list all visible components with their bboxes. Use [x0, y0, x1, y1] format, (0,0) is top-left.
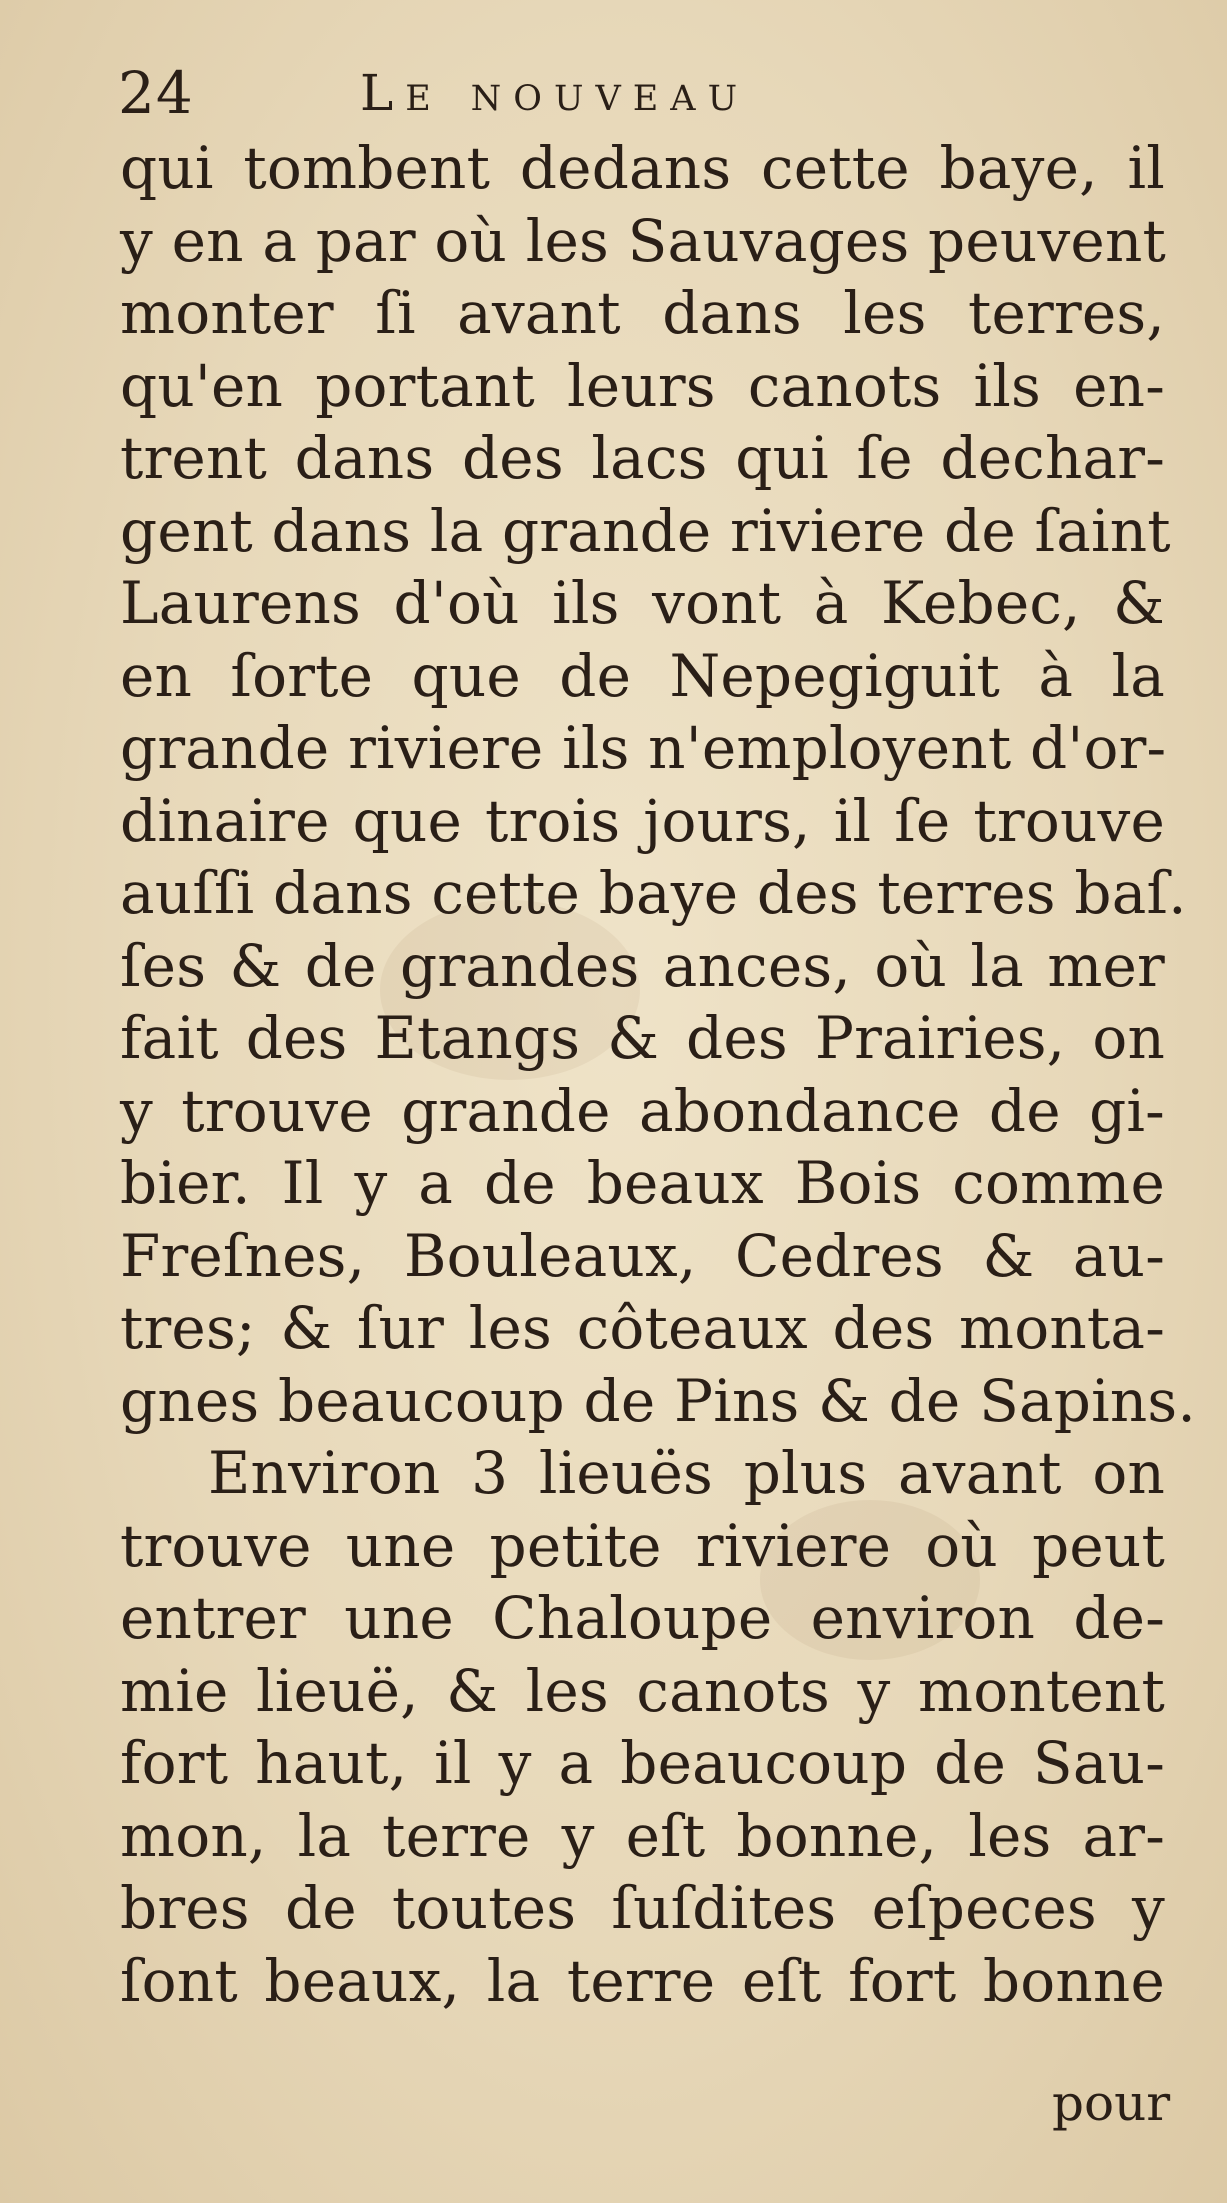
text-line: mon, la terre y eſt bonne, les ar- — [120, 1801, 1165, 1870]
text-line: fort haut, il y a beaucoup de Sau- — [120, 1729, 1165, 1797]
text-line: gent dans la grande riviere de ſaint — [120, 496, 1171, 565]
text-line: grande riviere ils n'employent d'or- — [120, 714, 1167, 782]
text-line: bres de toutes ſuſdites eſpeces y — [120, 1874, 1165, 1942]
text-line: qu'en portant leurs canots ils en- — [120, 351, 1165, 420]
page-header — [118, 58, 1158, 128]
text-line: entrer une Chaloupe environ de- — [120, 1584, 1165, 1652]
body-text — [120, 132, 1197, 2017]
text-line: tres; & ſur les côteaux des monta- — [120, 1294, 1165, 1362]
text-line: monter ſi avant dans les terres, — [120, 279, 1165, 347]
text-line: trent dans des lacs qui ſe dechar- — [120, 424, 1165, 492]
text-line: y trouve grande abondance de gi- — [120, 1076, 1165, 1145]
text-line: trouve une petite riviere où peut — [120, 1511, 1165, 1580]
text-line: bier. Il y a de beaux Bois comme — [120, 1149, 1165, 1217]
text-line: Freſnes, Bouleaux, Cedres & au- — [120, 1221, 1165, 1290]
text-line: y en a par où les Sauvages peuvent — [120, 206, 1167, 275]
text-line: en ſorte que de Nepegiguit à la — [120, 641, 1165, 710]
text-line: qui tombent dedans cette baye, il — [120, 134, 1165, 202]
text-line: Laurens d'où ils vont à Kebec, & — [120, 569, 1165, 637]
catchword: pour — [1052, 2074, 1171, 2132]
text-line: auſſi dans cette baye des terres baſ. — [120, 859, 1187, 927]
text-line: fait des Etangs & des Prairies, on — [120, 1004, 1165, 1072]
text-line: mie lieuë, & les canots y montent — [120, 1656, 1165, 1725]
page-number: 24 — [118, 59, 194, 127]
text-line: gnes beaucoup de Pins & de Sapins. — [120, 1366, 1197, 1435]
text-line: dinaire que trois jours, il ſe trouve — [120, 786, 1165, 855]
running-head: Le nouveau — [360, 64, 750, 122]
text-line: ſes & de grandes ances, où la mer — [120, 931, 1165, 1000]
paragraph-start-line: Environ 3 lieuës plus avant on — [208, 1439, 1165, 1507]
text-line: ſont beaux, la terre eſt fort bonne — [120, 1946, 1165, 2015]
